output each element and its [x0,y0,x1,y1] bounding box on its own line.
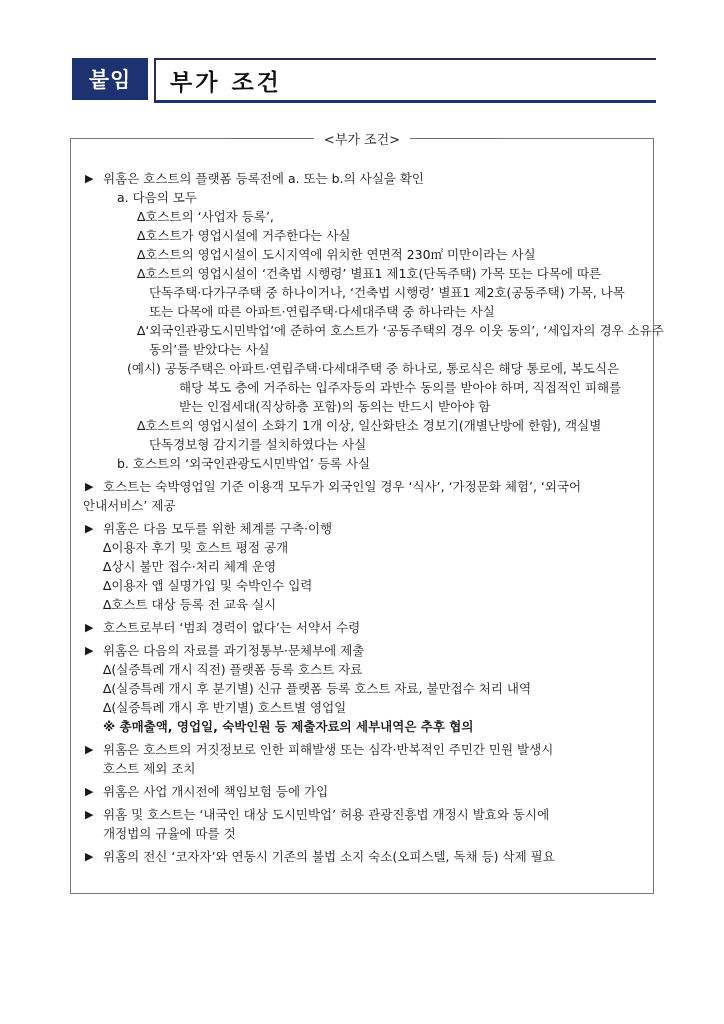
conditions-box [70,133,664,894]
item-text: ∆‘외국인관광도시민박업’에 준하여 호스트가 ‘공동주택의 경우 이웃 동의’, ‘세입자의 경우 소유주 [137,323,664,338]
item-text: a. 다음의 모두 [117,190,197,205]
list-item [83,618,647,637]
title-dash-left [231,138,311,139]
item-text: ∆이용자 후기 및 호스트 평점 공개 [103,540,289,555]
page-title: 부가 조건 [170,70,282,96]
item-text: 호스트는 숙박영업일 기준 이용객 모두가 외국인일 경우 ‘식사’, ‘가정문화 체험’, ‘외국어 [103,479,582,494]
item-text: ∆호스트의 영업시설이 도시지역에 위치한 연면적 230㎡ 미만이라는 사실 [137,247,536,262]
example-text: (예시) 공동주택은 아파트·연립주택·다세대주택 중 하나로, 통로식은 해당 통로에, 복도식은 [127,361,620,376]
list-item [83,805,647,843]
list-item [83,740,647,778]
list-item [83,477,647,515]
item-text: ∆호스트의 ‘사업자 등록’, [137,209,274,224]
item-text: 동의’를 받았다는 사실 [149,342,270,357]
page-header [72,58,656,106]
item-text: 위홈은 다음 모두를 위한 체계를 구축·이행 [103,521,333,536]
item-text: 안내서비스’ 제공 [83,498,176,513]
item-text: 단독경보형 감지기를 설치하였다는 사실 [149,437,367,452]
item-text: ∆(실증특례 개시 직전) 플랫폼 등록 호스트 자료 [103,662,363,677]
item-text: b. 호스트의 ‘외국인관광도시민박업’ 등록 사실 [117,456,371,471]
note-text: ※ 총매출액, 영업일, 숙박인원 등 제출자료의 세부내역은 추후 협의 [103,719,474,734]
triangle-bullet-icon: ▶ [85,522,94,535]
item-text: ∆(실증특례 개시 후 반기별) 호스트별 영업일 [103,700,347,715]
triangle-bullet-icon: ▶ [85,172,94,185]
example-text: 받는 인접세대(직상하층 포함)의 동의는 반드시 받아야 함 [179,399,491,414]
item-text: 위홈은 호스트의 거짓정보로 인한 피해발생 또는 심각·반복적인 주민간 민원 발생시 [103,742,554,757]
item-text: ∆호스트 대상 등록 전 교육 실시 [103,597,277,612]
header-top-line [154,58,656,60]
item-text: 호스트 제외 조치 [103,761,196,776]
item-text: 위홈은 호스트의 플랫폼 등록전에 a. 또는 b.의 사실을 확인 [103,171,424,186]
triangle-bullet-icon: ▶ [85,621,94,634]
conditions-content [83,169,664,870]
item-text: 위홈은 다음의 자료를 과기정통부·문체부에 제출 [103,643,365,658]
item-text: 단독주택·다가구주택 중 하나이거나, ‘건축법 시행령’ 별표1 제2호(공동주택) 가목, 나목 [149,285,625,300]
item-text: ∆이용자 앱 실명가입 및 숙박인수 입력 [103,578,313,593]
list-item [83,169,664,473]
item-text: ∆호스트의 영업시설이 소화기 1개 이상, 일산화탄소 경보기(개별난방에 한함), 객실별 [137,418,602,433]
title-dash-right [417,138,497,139]
item-text: 호스트로부터 ‘범죄 경력이 없다’는 서약서 수령 [103,620,361,635]
item-text: 위홈 및 호스트는 ‘내국인 대상 도시민박업’ 허용 관광진흥법 개정시 발효와 동시에 [103,807,550,822]
header-separator [154,58,156,102]
attachment-badge: 붙임 [72,58,148,100]
header-bottom-line [154,100,656,103]
triangle-bullet-icon: ▶ [85,785,94,798]
list-item [83,519,647,614]
item-text: 개정법의 규율에 따를 것 [103,826,236,841]
triangle-bullet-icon: ▶ [85,808,94,821]
box-title-wrap [71,129,653,148]
example-text: 해당 복도 층에 거주하는 입주자등의 과반수 동의를 받아야 하며, 직접적인 피해를 [179,380,622,395]
item-text: ∆호스트의 영업시설이 ‘건축법 시행령’ 별표1 제1호(단독주택) 가목 또는 다목에 따른 [137,266,602,281]
item-text: ∆상시 불만 접수·처리 체계 운영 [103,559,277,574]
list-item [83,641,647,736]
item-text: ∆호스트가 영업시설에 거주한다는 사실 [137,228,351,243]
triangle-bullet-icon: ▶ [85,743,94,756]
item-text: 위홈은 사업 개시전에 책임보험 등에 가입 [103,784,329,799]
triangle-bullet-icon: ▶ [85,480,94,493]
box-title: <부가 조건> [314,133,410,148]
item-text: 또는 다목에 따른 아파트·연립주택·다세대주택 중 하나라는 사실 [149,304,495,319]
item-text: ∆(실증특례 개시 후 분기별) 신규 플랫폼 등록 호스트 자료, 불만접수 처리 내역 [103,681,532,696]
item-text: 위홈의 전신 ‘코자자’와 연동시 기존의 불법 소지 숙소(오피스텔, 독채 등) 삭제 필요 [103,849,555,864]
triangle-bullet-icon: ▶ [85,850,94,863]
list-item [83,847,647,866]
list-item [83,782,647,801]
triangle-bullet-icon: ▶ [85,644,94,657]
